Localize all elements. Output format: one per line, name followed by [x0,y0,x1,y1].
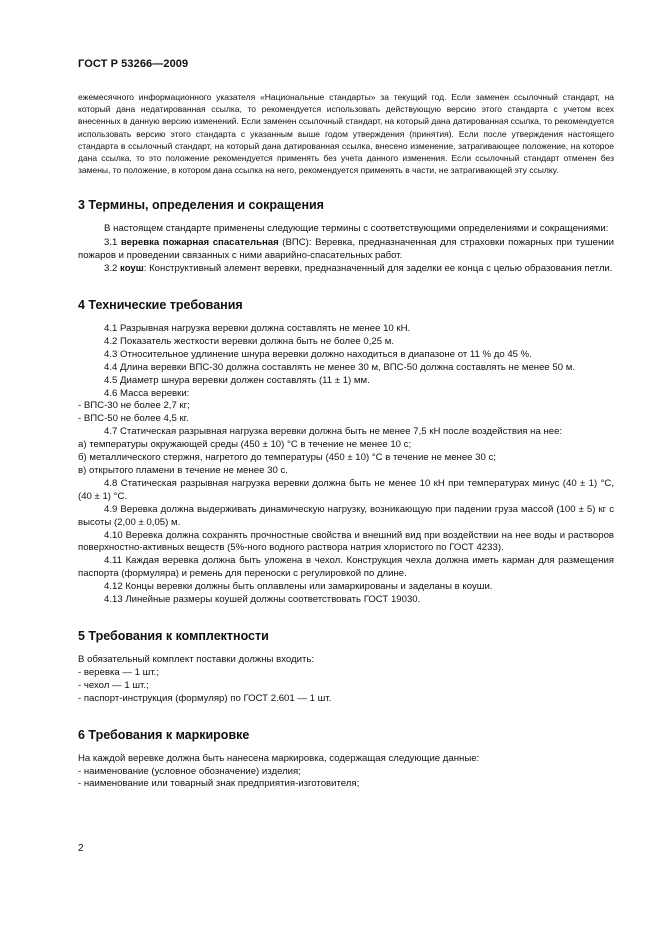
section-5-title: 5 Требования к комплектности [78,628,269,643]
clause-4-5: 4.5 Диаметр шнура веревки должен составлять (11 ± 1) мм. [104,374,370,386]
term-3-2-number: 3.2 [104,263,121,275]
clause-4-3: 4.3 Относительное удлинение шнура веревки должно находиться в диапазоне от 11 % до 45 %. [104,348,532,360]
clause-4-7: 4.7 Статическая разрывная нагрузка веревки должна быть не менее 7,5 кН после воздействия на нее: [104,426,563,438]
term-3-1 [78,237,614,263]
term-3-1-number: 3.1 [104,237,121,249]
clause-4-12: 4.12 Концы веревки должны быть оплавлены или замаркированы и заделаны в коуши. [104,581,493,593]
clause-4-7-item-c: в) открытого пламени в течение не менее 30 с. [78,465,288,477]
term-3-2-definition: : Конструктивный элемент веревки, предназначенный для заделки ее конца с целью образования петли. [143,263,613,275]
clause-4-11: 4.11 Каждая веревка должна быть уложена в чехол. Конструкция чехла должна иметь карман для размещения паспорта (формуляра) и ремень для переноски с регулировкой по длине. [78,555,614,580]
clause-4-2: 4.2 Показатель жесткости веревки должна быть не более 0,25 м. [104,335,395,347]
section-6-intro: На каждой веревке должна быть нанесена маркировка, содержащая следующие данные: [78,752,480,764]
clause-4-7-item-a: а) температуры окружающей среды (450 ± 10) °С в течение не менее 10 с; [78,439,412,451]
clause-4-6: 4.6 Масса веревки: [104,387,190,399]
term-3-2 [78,263,614,276]
clause-4-13: 4.13 Линейные размеры коушей должны соответствовать ГОСТ 19030. [104,594,421,606]
clause-4-4: 4.4 Длина веревки ВПС-30 должна составлять не менее 30 м, ВПС-50 должна составлять не менее 50 м. [104,361,576,373]
term-3-1-term: веревка пожарная спасательная [120,237,279,249]
clause-4-6-item-a: - ВПС-30 не более 2,7 кг; [78,400,190,412]
marking-item-manufacturer: - наименование или товарный знак предприятия-изготовителя; [78,778,360,790]
clause-4-7-item-b: б) металлического стержня, нагретого до температуры (450 ± 10) °С в течение не менее 30 с; [78,452,496,464]
intro-paragraph [78,91,614,176]
clause-4-6-item-b: - ВПС-50 не более 4,5 кг. [78,413,189,425]
clause-4-8: 4.8 Статическая разрывная нагрузка веревки должна быть не менее 10 кН при температурах минус (40 ± 1) °С, (40 ± 1) °С. [78,477,614,502]
section-5-intro: В обязательный комплект поставки должны входить: [78,653,315,665]
term-3-2-term: коуш [120,263,144,275]
kit-item-rope: - веревка — 1 шт.; [78,666,159,678]
section-6-title: 6 Требования к маркировке [78,727,250,742]
page-number: 2 [78,843,84,854]
page-content [78,91,614,791]
section-4-title: 4 Технические требования [78,298,243,313]
clause-4-9: 4.9 Веревка должна выдерживать динамическую нагрузку, возникающую при падении груза массой (100 ± 5) кг с высоты (2,00 ± 0,05) м. [78,503,614,528]
standard-header: ГОСТ Р 53266—2009 [78,58,189,70]
intro-text: ежемесячного информационного указателя «Национальные стандарты» за текущий год. Если заменен ссылочный стандарт, на который дана недатированная ссылка, то рекомендуется использовать действующую версию этого стандарта с учетом всех внесенных в данную версию изменений. Если заменен ссылочный стандарт, на который дана датированная ссылка, то рекомендуется использовать версию этого стандарта с указанным выше годом утверждения (принятия). Если после утверждения настоящего стандарта в ссылочный стандарт, на который дана датированная ссылка, внесено изменение, затрагивающее положение, на которое дана ссылка, то это положение рекомендуется применять без учета данного изменения. Если ссылочный стандарт отменен без замены, то положение, в котором дана ссылка на него, рекомендуется применять в части, не затрагивающей эту ссылку. [78,92,614,176]
clause-4-10: 4.10 Веревка должна сохранять прочностные свойства и внешний вид при воздействии на нее воды и растворов поверхностно-активных веществ (5%-ного водного раствора натрия хлористого по ГОСТ 4233). [78,529,614,554]
section-3-title: 3 Термины, определения и сокращения [78,198,324,213]
clause-4-1: 4.1 Разрывная нагрузка веревки должна составлять не менее 10 кН. [104,323,411,335]
kit-item-cover: - чехол — 1 шт.; [78,679,149,691]
term-3-1-definition: (ВПС): Веревка, предназначенная для страховки пожарных при тушении пожаров и проведении связанных с ними аварийно-спасательных работ. [78,237,614,262]
section-3-intro: В настоящем стандарте применены следующие термины с соответствующими определениями и сокращениями: [104,223,609,235]
kit-item-passport: - паспорт-инструкция (формуляр) по ГОСТ 2.601 — 1 шт. [78,692,332,704]
marking-item-name: - наименование (условное обозначение) изделия; [78,765,301,777]
